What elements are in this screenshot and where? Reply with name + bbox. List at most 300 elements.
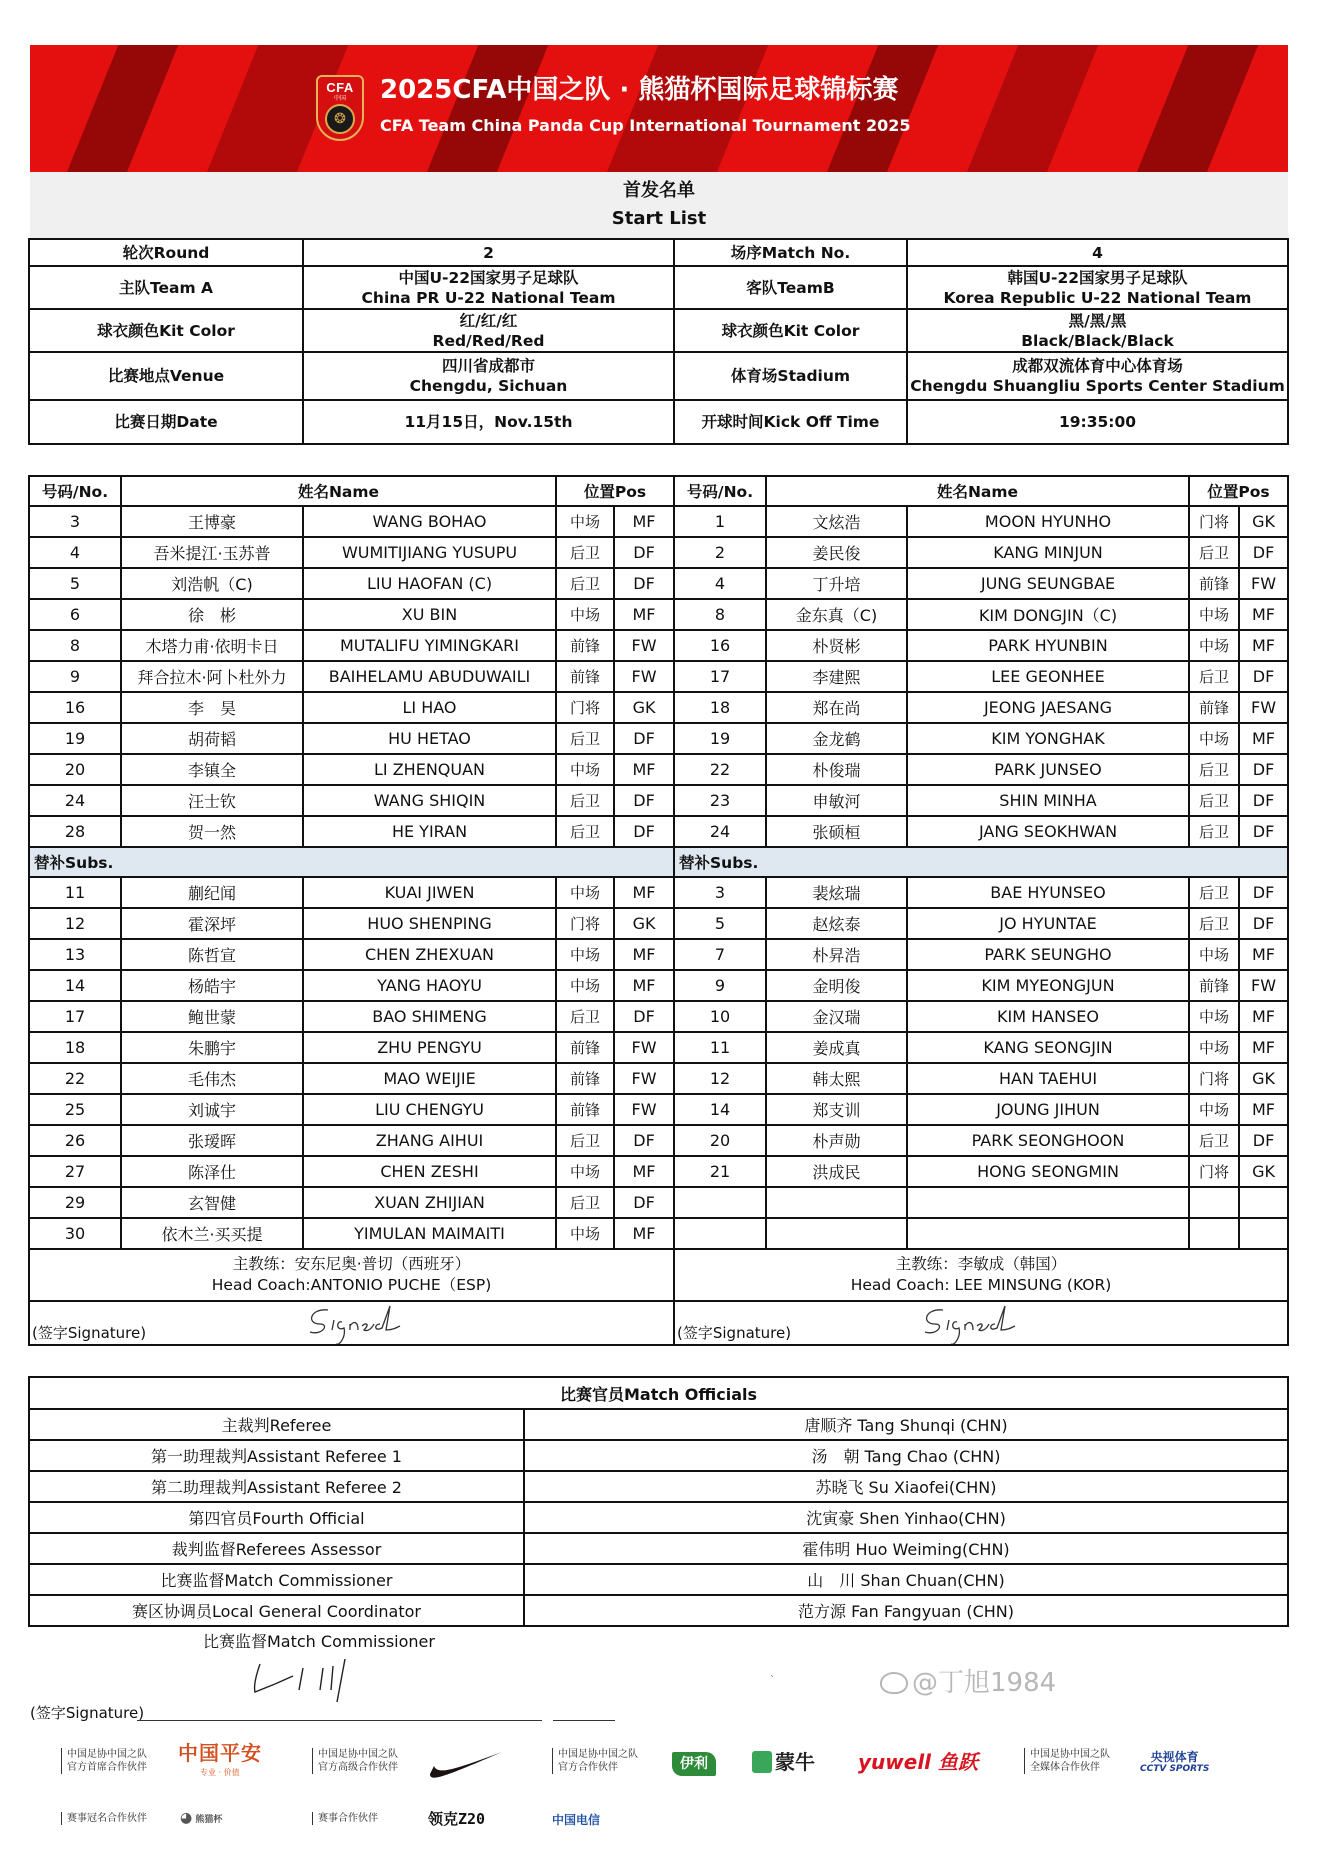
player-position-cn: 后卫: [556, 785, 614, 816]
starter-row: [674, 568, 1288, 599]
sub-row: [29, 1001, 674, 1032]
player-name-cn: 张硕桓: [766, 816, 907, 847]
player-name-en: CHEN ZESHI: [303, 1156, 556, 1187]
player-number: 12: [29, 908, 121, 939]
player-name-en: XUAN ZHIJIAN: [303, 1187, 556, 1218]
player-number: 19: [674, 723, 766, 754]
sub-row: [674, 970, 1288, 1001]
roster-header-row: [29, 476, 674, 506]
official-name: 唐顺齐 Tang Shunqi (CHN): [524, 1409, 1288, 1440]
player-name-cn: 徐 彬: [121, 599, 303, 630]
player-name-en: YIMULAN MAIMAITI: [303, 1218, 556, 1249]
player-number: 14: [674, 1094, 766, 1125]
player-position-cn: 中场: [556, 754, 614, 785]
sub-row: [674, 1063, 1288, 1094]
match-no-value: 4: [907, 239, 1288, 266]
official-role: 第四官员Fourth Official: [29, 1502, 524, 1533]
starter-row: [674, 723, 1288, 754]
player-position-cn: 门将: [1189, 1063, 1239, 1094]
player-name-cn: 郑在尚: [766, 692, 907, 723]
player-name-cn: 郑支训: [766, 1094, 907, 1125]
subs-label: 替补Subs.: [29, 847, 674, 877]
player-name-en: JEONG JAESANG: [907, 692, 1189, 723]
player-name-en: PARK JUNSEO: [907, 754, 1189, 785]
player-name-en: KIM MYEONGJUN: [907, 970, 1189, 1001]
player-number: 4: [674, 568, 766, 599]
player-name-en: ZHU PENGYU: [303, 1032, 556, 1063]
player-name-en: KIM YONGHAK: [907, 723, 1189, 754]
watermark: [880, 1668, 1056, 1698]
panda-text: 熊猫杯: [195, 1815, 223, 1825]
kit-a-label: 球衣颜色Kit Color: [29, 309, 303, 352]
venue-label: 比赛地点Venue: [29, 352, 303, 400]
player-name-cn: 杨皓宇: [121, 970, 303, 1001]
player-name-cn: 鲍世蒙: [121, 1001, 303, 1032]
official-row: [29, 1502, 1288, 1533]
player-position-cn: [1189, 1218, 1239, 1249]
player-position: FW: [614, 1063, 674, 1094]
player-name-cn: 姜成真: [766, 1032, 907, 1063]
player-position-cn: 前锋: [556, 1094, 614, 1125]
player-number: 3: [674, 877, 766, 908]
player-position-cn: 后卫: [556, 568, 614, 599]
player-position: FW: [614, 1032, 674, 1063]
player-position-cn: 中场: [556, 506, 614, 537]
player-position-cn: 后卫: [556, 723, 614, 754]
player-number: 17: [674, 661, 766, 692]
player-position: DF: [1239, 877, 1288, 908]
tournament-title-cn: 2025CFA中国之队 · 熊猫杯国际足球锦标赛: [380, 75, 899, 105]
sub-row: [29, 1218, 674, 1249]
player-number: 24: [29, 785, 121, 816]
player-name-cn: 申敏河: [766, 785, 907, 816]
player-name-en: HONG SEONGMIN: [907, 1156, 1189, 1187]
official-name: 山 川 Shan Chuan(CHN): [524, 1564, 1288, 1595]
official-role: 第二助理裁判Assistant Referee 2: [29, 1471, 524, 1502]
sub-row: [29, 908, 674, 939]
header-name: 姓名Name: [766, 476, 1189, 506]
official-row: [29, 1409, 1288, 1440]
player-name-cn: 朴声勋: [766, 1125, 907, 1156]
signature-line: [137, 1720, 542, 1721]
banner-stripe: [1124, 45, 1267, 172]
player-position: DF: [614, 816, 674, 847]
cfa-logo-text: CFA: [326, 80, 354, 95]
signature-line-short: [553, 1720, 615, 1721]
player-name-en: MAO WEIJIE: [303, 1063, 556, 1094]
head-coach-cn: 主教练：安东尼奥·普切（西班牙）: [232, 1255, 471, 1273]
sub-row: [29, 877, 674, 908]
kit-a-cn: 红/红/红: [459, 311, 518, 330]
sponsor-group-official: 中国足协中国之队 官方合作伙伴: [552, 1748, 638, 1774]
player-name-cn: 李 昊: [121, 692, 303, 723]
player-name-en: SHIN MINHA: [907, 785, 1189, 816]
sponsor-group-chief: 中国足协中国之队 官方首席合作伙伴: [61, 1748, 147, 1774]
sub-row: [674, 1001, 1288, 1032]
team-b-cn: 韩国U-22国家男子足球队: [1007, 268, 1188, 287]
stadium-en: Chengdu Shuangliu Sports Center Stadium: [910, 377, 1285, 395]
start-list-title-en: Start List: [611, 208, 707, 229]
player-number: 28: [29, 816, 121, 847]
subs-header-row: [29, 847, 674, 877]
starter-row: [29, 754, 674, 785]
player-position: DF: [614, 1125, 674, 1156]
sub-row: [674, 1187, 1288, 1218]
player-number: 18: [29, 1032, 121, 1063]
player-position-cn: 后卫: [1189, 1125, 1239, 1156]
official-row: [29, 1533, 1288, 1564]
player-number: 9: [674, 970, 766, 1001]
player-name-cn: 陈泽仕: [121, 1156, 303, 1187]
starter-row: [674, 754, 1288, 785]
player-number: 7: [674, 939, 766, 970]
starter-row: [29, 661, 674, 692]
player-name-cn: 丁升培: [766, 568, 907, 599]
player-number: 19: [29, 723, 121, 754]
signature-row: [674, 1301, 1288, 1345]
player-number: 6: [29, 599, 121, 630]
player-position-cn: 后卫: [556, 537, 614, 568]
tournament-title-en: CFA Team China Panda Cup International Tournament 2025: [380, 116, 911, 135]
starter-row: [29, 568, 674, 599]
player-position: MF: [614, 754, 674, 785]
player-position-cn: [1189, 1187, 1239, 1218]
header-no: 号码/No.: [29, 476, 121, 506]
player-name-en: LIU HAOFAN (C): [303, 568, 556, 599]
player-name-cn: 贺一然: [121, 816, 303, 847]
player-name-cn: 胡荷韬: [121, 723, 303, 754]
player-name-cn: 霍深坪: [121, 908, 303, 939]
header-pos: 位置Pos: [556, 476, 674, 506]
player-position: DF: [614, 1187, 674, 1218]
kickoff-label: 开球时间Kick Off Time: [674, 400, 907, 444]
player-name-cn: 刘浩帆（C): [121, 568, 303, 599]
date-value: 11月15日，Nov.15th: [303, 400, 674, 444]
commissioner-signature-label: (签字Signature): [30, 1704, 145, 1722]
player-name-cn: 朴昇浩: [766, 939, 907, 970]
player-number: 8: [29, 630, 121, 661]
player-position-cn: 中场: [1189, 599, 1239, 630]
nike-swoosh-logo: [428, 1748, 504, 1780]
player-number: 20: [674, 1125, 766, 1156]
player-name-en: BAO SHIMENG: [303, 1001, 556, 1032]
player-number: 10: [674, 1001, 766, 1032]
player-position-cn: 门将: [1189, 1156, 1239, 1187]
sponsor-group-event: 赛事合作伙伴: [312, 1812, 378, 1825]
sub-row: [674, 908, 1288, 939]
player-name-cn: 赵炫泰: [766, 908, 907, 939]
player-name-cn: 汪士钦: [121, 785, 303, 816]
player-name-cn: [766, 1218, 907, 1249]
player-position: FW: [1239, 568, 1288, 599]
player-position-cn: 中场: [1189, 1094, 1239, 1125]
date-label: 比赛日期Date: [29, 400, 303, 444]
player-name-cn: 韩太熙: [766, 1063, 907, 1094]
starter-row: [29, 630, 674, 661]
player-name-en: [907, 1187, 1189, 1218]
info-row-venue: [29, 352, 1288, 400]
banner-stripe: [954, 45, 1107, 172]
player-name-en: ZHANG AIHUI: [303, 1125, 556, 1156]
player-number: 3: [29, 506, 121, 537]
player-position: DF: [614, 568, 674, 599]
player-position-cn: 中场: [1189, 1032, 1239, 1063]
sponsor-group-media: 中国足协中国之队 全媒体合作伙伴: [1024, 1748, 1110, 1774]
player-position: MF: [1239, 630, 1288, 661]
player-number: 22: [29, 1063, 121, 1094]
officials-header-row: [29, 1377, 1288, 1409]
starter-row: [674, 599, 1288, 630]
start-list-heading: [30, 172, 1288, 238]
player-name-en: JUNG SEUNGBAE: [907, 568, 1189, 599]
player-position-cn: 前锋: [1189, 568, 1239, 599]
sponsor-group-title: 赛事冠名合作伙伴: [61, 1812, 147, 1825]
player-position: MF: [1239, 1001, 1288, 1032]
team-b-roster: [673, 475, 1289, 1346]
official-row: [29, 1440, 1288, 1471]
player-number: 29: [29, 1187, 121, 1218]
subs-header-row: [674, 847, 1288, 877]
player-position-cn: 后卫: [1189, 816, 1239, 847]
player-position-cn: 后卫: [556, 1187, 614, 1218]
player-position: GK: [1239, 506, 1288, 537]
player-number: 17: [29, 1001, 121, 1032]
player-position-cn: 中场: [556, 939, 614, 970]
player-position: MF: [614, 1156, 674, 1187]
starter-row: [29, 506, 674, 537]
cfa-logo: [316, 75, 364, 141]
player-name-en: XU BIN: [303, 599, 556, 630]
sub-row: [29, 1156, 674, 1187]
player-name-en: KANG SEONGJIN: [907, 1032, 1189, 1063]
official-role: 赛区协调员Local General Coordinator: [29, 1595, 524, 1626]
player-position: MF: [614, 599, 674, 630]
official-name: 范方源 Fan Fangyuan (CHN): [524, 1595, 1288, 1626]
player-name-cn: 金龙鹤: [766, 723, 907, 754]
stray-mark: `: [770, 1675, 775, 1686]
starter-row: [674, 630, 1288, 661]
coach-row: [674, 1249, 1288, 1301]
player-position-cn: 后卫: [1189, 754, 1239, 785]
player-number: 21: [674, 1156, 766, 1187]
official-row: [29, 1564, 1288, 1595]
match-officials-table: [28, 1376, 1289, 1627]
player-number: 16: [674, 630, 766, 661]
official-role: 比赛监督Match Commissioner: [29, 1564, 524, 1595]
player-position-cn: 后卫: [556, 1001, 614, 1032]
player-name-en: LIU CHENGYU: [303, 1094, 556, 1125]
china-telecom-logo: 中国电信: [552, 1813, 601, 1827]
player-position-cn: 前锋: [556, 1032, 614, 1063]
header-name: 姓名Name: [121, 476, 556, 506]
coach-signature: [300, 1302, 410, 1345]
player-number: 13: [29, 939, 121, 970]
player-number: 22: [674, 754, 766, 785]
coach-row: [29, 1249, 674, 1301]
player-name-en: MUTALIFU YIMINGKARI: [303, 630, 556, 661]
player-name-cn: 朴贤彬: [766, 630, 907, 661]
team-b-en: Korea Republic U-22 National Team: [943, 288, 1252, 307]
venue-en: Chengdu, Sichuan: [409, 377, 568, 395]
player-position-cn: 中场: [556, 970, 614, 1001]
player-position-cn: 门将: [556, 692, 614, 723]
sub-row: [674, 1156, 1288, 1187]
player-number: 5: [674, 908, 766, 939]
player-name-cn: [766, 1187, 907, 1218]
starter-row: [674, 692, 1288, 723]
player-position: DF: [614, 1001, 674, 1032]
panda-icon: ◕: [180, 1810, 193, 1826]
player-position: MF: [614, 506, 674, 537]
player-position: MF: [1239, 1032, 1288, 1063]
player-position: FW: [1239, 692, 1288, 723]
player-position: MF: [1239, 1094, 1288, 1125]
banner-stripe: [814, 45, 947, 172]
sub-row: [29, 970, 674, 1001]
player-name-en: CHEN ZHEXUAN: [303, 939, 556, 970]
player-number: 25: [29, 1094, 121, 1125]
player-position-cn: 后卫: [1189, 877, 1239, 908]
head-coach-en: Head Coach: LEE MINSUNG (KOR): [850, 1276, 1112, 1294]
player-position-cn: 中场: [556, 1156, 614, 1187]
player-number: 23: [674, 785, 766, 816]
kickoff-value: 19:35:00: [907, 400, 1288, 444]
player-name-en: PARK SEONGHOON: [907, 1125, 1189, 1156]
banner-stripe: [54, 45, 187, 172]
team-a-cn: 中国U-22国家男子足球队: [398, 268, 579, 287]
player-position: DF: [614, 723, 674, 754]
player-position-cn: 中场: [556, 877, 614, 908]
player-number: 11: [674, 1032, 766, 1063]
starter-row: [29, 537, 674, 568]
pingan-logo: 中国平安: [178, 1741, 262, 1765]
player-number: 18: [674, 692, 766, 723]
info-row-teams: [29, 266, 1288, 309]
player-name-en: BAE HYUNSEO: [907, 877, 1189, 908]
player-name-en: WANG SHIQIN: [303, 785, 556, 816]
player-name-cn: 依木兰·买买提: [121, 1218, 303, 1249]
player-name-en: JOUNG JIHUN: [907, 1094, 1189, 1125]
player-name-cn: 姜民俊: [766, 537, 907, 568]
player-position: FW: [1239, 970, 1288, 1001]
player-name-en: LI ZHENQUAN: [303, 754, 556, 785]
cctv-sports-logo: [1140, 1750, 1209, 1775]
info-row-kit: [29, 309, 1288, 352]
banner-stripe: [414, 45, 557, 172]
sponsor-group-senior: 中国足协中国之队 官方高级合作伙伴: [312, 1748, 398, 1774]
officials-title: 比赛官员Match Officials: [29, 1377, 1288, 1409]
player-number: [674, 1218, 766, 1249]
player-name-cn: 拜合拉木·阿卜杜外力: [121, 661, 303, 692]
kit-a-en: Red/Red/Red: [432, 331, 545, 350]
player-position: MF: [614, 877, 674, 908]
sub-row: [674, 877, 1288, 908]
player-number: 12: [674, 1063, 766, 1094]
header-pos: 位置Pos: [1189, 476, 1288, 506]
official-name: 苏晓飞 Su Xiaofei(CHN): [524, 1471, 1288, 1502]
player-position-cn: 后卫: [1189, 908, 1239, 939]
player-number: 8: [674, 599, 766, 630]
kit-a-value: [303, 309, 674, 352]
team-a-roster: [28, 475, 675, 1346]
dragon-emblem-icon: ❂: [325, 104, 355, 134]
sub-row: [674, 1125, 1288, 1156]
player-position: MF: [614, 1218, 674, 1249]
venue-value: [303, 352, 674, 400]
yuwell-logo: yuwell 鱼跃: [858, 1750, 978, 1774]
mengniu-text: 蒙牛: [775, 1750, 815, 1774]
watermark-text: @丁旭1984: [912, 1668, 1057, 1698]
team-b-value: [907, 266, 1288, 309]
cfa-logo-sub: 中国: [333, 95, 346, 102]
head-coach-cn: 主教练：李敏成（韩国）: [895, 1255, 1067, 1273]
header-no: 号码/No.: [674, 476, 766, 506]
player-name-cn: 毛伟杰: [121, 1063, 303, 1094]
player-name-cn: 李建熙: [766, 661, 907, 692]
player-name-cn: 张瑷晖: [121, 1125, 303, 1156]
starter-row: [29, 723, 674, 754]
official-role: 第一助理裁判Assistant Referee 1: [29, 1440, 524, 1471]
starter-row: [674, 816, 1288, 847]
player-position: GK: [1239, 1063, 1288, 1094]
player-name-en: HE YIRAN: [303, 816, 556, 847]
player-position: DF: [614, 785, 674, 816]
player-number: 24: [674, 816, 766, 847]
player-name-en: LI HAO: [303, 692, 556, 723]
sub-row: [29, 939, 674, 970]
player-position: GK: [614, 908, 674, 939]
yili-logo: 伊利: [672, 1752, 716, 1776]
player-number: 9: [29, 661, 121, 692]
sub-row: [29, 1125, 674, 1156]
player-name-en: MOON HYUNHO: [907, 506, 1189, 537]
header-banner: [30, 45, 1288, 172]
round-value: 2: [303, 239, 674, 266]
kit-b-value: [907, 309, 1288, 352]
match-no-label: 场序Match No.: [674, 239, 907, 266]
player-name-en: WUMITIJIANG YUSUPU: [303, 537, 556, 568]
player-position: DF: [1239, 816, 1288, 847]
official-name: 汤 朝 Tang Chao (CHN): [524, 1440, 1288, 1471]
head-coach-en: Head Coach:ANTONIO PUCHE（ESP): [211, 1276, 492, 1294]
player-name-cn: 蒯纪闻: [121, 877, 303, 908]
sub-row: [674, 1032, 1288, 1063]
player-position-cn: 中场: [1189, 630, 1239, 661]
official-role: 裁判监督Referees Assessor: [29, 1533, 524, 1564]
panda-cup-logo: [180, 1810, 222, 1828]
player-name-en: JO HYUNTAE: [907, 908, 1189, 939]
official-role: 主裁判Referee: [29, 1409, 524, 1440]
cctv-text: 央视体育: [1150, 1750, 1199, 1764]
venue-cn: 四川省成都市: [441, 357, 535, 375]
player-name-cn: 王博豪: [121, 506, 303, 537]
player-position: GK: [614, 692, 674, 723]
player-name-cn: 金汉瑞: [766, 1001, 907, 1032]
mengniu-icon: [752, 1751, 772, 1773]
kit-b-en: Black/Black/Black: [1021, 331, 1174, 350]
team-a-value: [303, 266, 674, 309]
player-name-cn: 文炫浩: [766, 506, 907, 537]
player-position: MF: [1239, 939, 1288, 970]
player-number: 14: [29, 970, 121, 1001]
player-name-cn: 金东真（C): [766, 599, 907, 630]
coach-signature: [915, 1302, 1025, 1345]
roster-header-row: [674, 476, 1288, 506]
sub-row: [29, 1187, 674, 1218]
player-number: 2: [674, 537, 766, 568]
official-name: 沈寅豪 Shen Yinhao(CHN): [524, 1502, 1288, 1533]
player-position-cn: 前锋: [556, 630, 614, 661]
